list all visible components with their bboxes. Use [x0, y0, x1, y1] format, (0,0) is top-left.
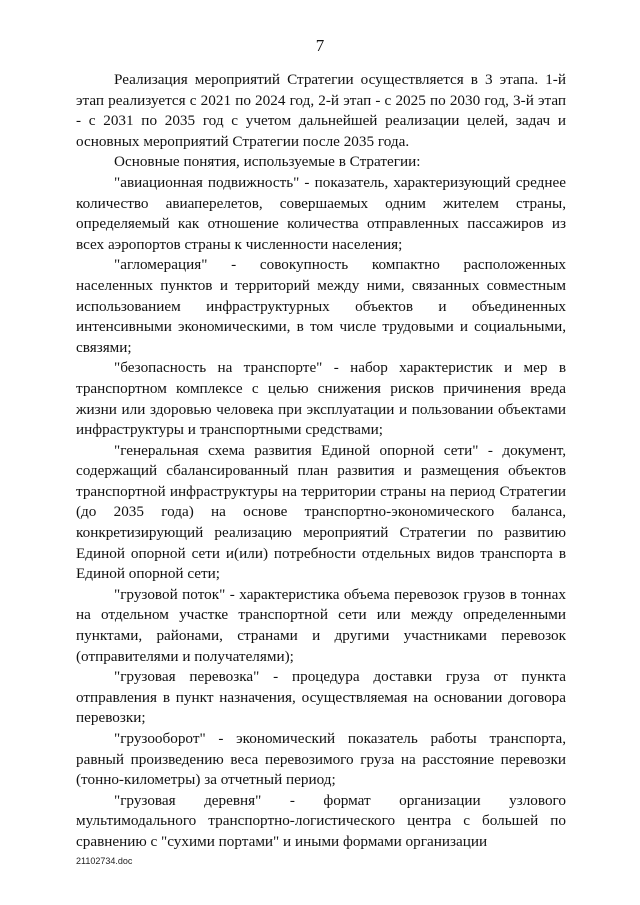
- page-number: 7: [315, 36, 325, 55]
- document-body: [76, 70, 566, 853]
- definition-general-scheme: "генеральная схема развития Единой опорной сети" - документ, содержащий сбалансированный план развития и размещения объектов транспортной инфраструктуры на территории страны на период Стратегии (до 2035 года) на основе транспортно-экономического баланса, конкретизирующий реализацию мероприятий Стратегии по развитию Единой опорной сети и(или) потребности отдельных видов транспорта в Единой опорной сети;: [76, 441, 566, 583]
- document-footer: 21102734.doc: [76, 856, 133, 866]
- definition-cargo-village: "грузовая деревня" - формат организации узлового мультимодального транспортно-логистического центра с большей по сравнению с "сухими портами" и иными формами организации: [76, 791, 566, 850]
- definition-transport-safety: "безопасность на транспорте" - набор характеристик и мер в транспортном комплексе с целью снижения рисков причинения вреда жизни или здоровью человека при эксплуатации и пользовании объектами инфраструктуры и транспортными средствами;: [76, 359, 566, 439]
- definition-cargo-turnover: "грузооборот" - экономический показатель работы транспорта, равный произведению веса перевозимого груза на расстояние перевозки (тонно-километры) за отчетный период;: [76, 730, 566, 789]
- definition-cargo-flow: "грузовой поток" - характеристика объема перевозок грузов в тоннах на отдельном участке транспортной сети или между определенными пунктами, районами, странами и другими участниками перевозок (отправителями и получателями);: [76, 585, 566, 665]
- definition-aviation-mobility: "авиационная подвижность" - показатель, характеризующий среднее количество авиаперелетов, совершаемых одним жителем страны, определяемый как отношение количества отправленных пассажиров из всех аэропортов страны к численности населения;: [76, 173, 566, 253]
- definition-agglomeration: "агломерация" - совокупность компактно расположенных населенных пунктов и территорий между ними, связанных совместным использованием инфраструктурных объектов и объединенных интенсивными экономическими, в том числе трудовыми и социальными, связями;: [76, 256, 566, 356]
- paragraph-stages: Реализация мероприятий Стратегии осуществляется в 3 этапа. 1-й этап реализуется с 2021 по 2024 год, 2-й этап - с 2025 по 2030 год, 3-й этап - с 2031 по 2035 год с учетом дальнейшей реализации целей, задач и основных мероприятий Стратегии после 2035 года.: [76, 71, 566, 150]
- paragraph-concepts-intro: Основные понятия, используемые в Стратегии:: [114, 153, 421, 171]
- definition-cargo-transportation: "грузовая перевозка" - процедура доставки груза от пункта отправления в пункт назначения, осуществляемая на основании договора перевозки;: [76, 668, 566, 727]
